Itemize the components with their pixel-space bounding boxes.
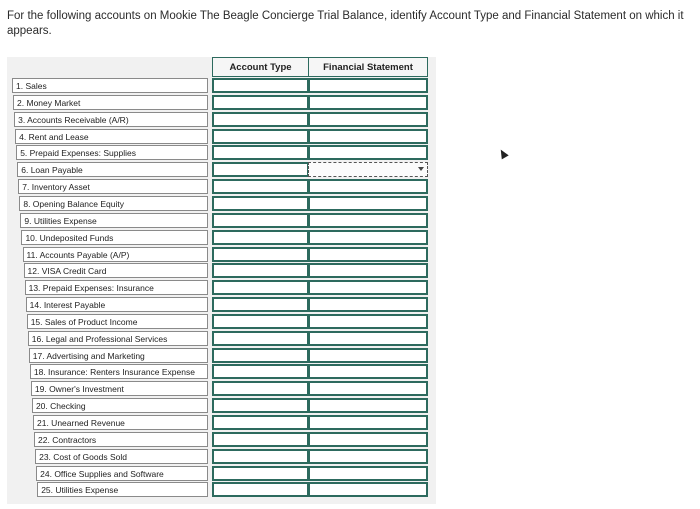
account-type-header: Account Type: [212, 57, 309, 77]
account-type-input[interactable]: [212, 145, 309, 160]
account-type-input[interactable]: [212, 129, 309, 144]
account-type-input[interactable]: [212, 466, 309, 481]
financial-statement-input[interactable]: [308, 230, 428, 245]
financial-statement-input[interactable]: [308, 297, 428, 312]
account-name-cell: 5. Prepaid Expenses: Supplies: [16, 145, 208, 160]
financial-statement-input[interactable]: [308, 196, 428, 211]
account-type-input[interactable]: [212, 112, 309, 127]
account-name-cell: 13. Prepaid Expenses: Insurance: [25, 280, 208, 295]
account-type-input[interactable]: [212, 331, 309, 346]
account-type-input[interactable]: [212, 196, 309, 211]
account-name-cell: 9. Utilities Expense: [20, 213, 208, 228]
financial-statement-input[interactable]: [308, 348, 428, 363]
account-name-cell: 21. Unearned Revenue: [33, 415, 208, 430]
account-name-cell: 7. Inventory Asset: [18, 179, 208, 194]
financial-statement-input[interactable]: [308, 432, 428, 447]
account-name-cell: 11. Accounts Payable (A/P): [23, 247, 209, 262]
financial-statement-input[interactable]: [308, 449, 428, 464]
account-name-cell: 20. Checking: [32, 398, 208, 413]
account-name-cell: 24. Office Supplies and Software: [36, 466, 208, 481]
financial-statement-input[interactable]: [308, 415, 428, 430]
financial-statement-input[interactable]: [308, 364, 428, 379]
account-name-cell: 18. Insurance: Renters Insurance Expense: [30, 364, 208, 379]
account-name-cell: 10. Undeposited Funds: [21, 230, 208, 245]
financial-statement-input[interactable]: [308, 213, 428, 228]
account-type-input[interactable]: [212, 297, 309, 312]
account-type-input[interactable]: [212, 230, 309, 245]
account-name-cell: 12. VISA Credit Card: [24, 263, 208, 278]
account-type-input[interactable]: [212, 179, 309, 194]
financial-statement-input[interactable]: [308, 331, 428, 346]
account-type-input[interactable]: [212, 280, 309, 295]
account-name-cell: 2. Money Market: [13, 95, 208, 110]
financial-statement-input[interactable]: [308, 466, 428, 481]
mouse-pointer-icon: [497, 148, 508, 160]
account-name-cell: 19. Owner's Investment: [31, 381, 208, 396]
financial-statement-input[interactable]: [308, 314, 428, 329]
account-name-cell: 22. Contractors: [34, 432, 208, 447]
account-type-input[interactable]: [212, 449, 309, 464]
account-type-input[interactable]: [212, 348, 309, 363]
account-name-cell: 8. Opening Balance Equity: [19, 196, 208, 211]
financial-statement-input[interactable]: [308, 482, 428, 497]
account-type-input[interactable]: [212, 314, 309, 329]
account-name-cell: 4. Rent and Lease: [15, 129, 208, 144]
account-type-input[interactable]: [212, 213, 309, 228]
account-name-cell: 16. Legal and Professional Services: [28, 331, 208, 346]
account-name-cell: 1. Sales: [12, 78, 208, 93]
financial-statement-input[interactable]: [308, 381, 428, 396]
financial-statement-input[interactable]: [308, 263, 428, 278]
financial-statement-input[interactable]: [308, 398, 428, 413]
account-type-input[interactable]: [212, 381, 309, 396]
account-name-cell: 15. Sales of Product Income: [27, 314, 208, 329]
account-type-input[interactable]: [212, 432, 309, 447]
account-type-input[interactable]: [212, 482, 309, 497]
account-type-input[interactable]: [212, 247, 309, 262]
account-type-input[interactable]: [212, 398, 309, 413]
financial-statement-input[interactable]: [308, 179, 428, 194]
account-type-input[interactable]: [212, 95, 309, 110]
account-name-cell: 3. Accounts Receivable (A/R): [14, 112, 208, 127]
account-name-cell: 17. Advertising and Marketing: [29, 348, 208, 363]
financial-statement-input[interactable]: [308, 95, 428, 110]
accounts-worksheet: [7, 57, 436, 504]
financial-statement-header: Financial Statement: [308, 57, 428, 77]
financial-statement-input[interactable]: [308, 247, 428, 262]
account-type-input[interactable]: [212, 364, 309, 379]
account-name-cell: 23. Cost of Goods Sold: [35, 449, 208, 464]
chevron-down-icon[interactable]: [418, 167, 424, 171]
account-type-input[interactable]: [212, 78, 309, 93]
account-name-cell: 6. Loan Payable: [17, 162, 208, 177]
instructions-text: For the following accounts on Mookie The Beagle Concierge Trial Balance, identify Account Type and Financial Statement on which it appears.: [7, 10, 684, 37]
financial-statement-input[interactable]: [308, 112, 428, 127]
financial-statement-input[interactable]: [308, 129, 428, 144]
account-type-input[interactable]: [212, 263, 309, 278]
financial-statement-input[interactable]: [308, 78, 428, 93]
account-name-cell: 14. Interest Payable: [26, 297, 208, 312]
financial-statement-dropdown[interactable]: [308, 162, 428, 177]
account-type-input[interactable]: [212, 162, 309, 177]
financial-statement-input[interactable]: [308, 280, 428, 295]
account-type-input[interactable]: [212, 415, 309, 430]
financial-statement-input[interactable]: [308, 145, 428, 160]
account-name-cell: 25. Utilities Expense: [37, 482, 208, 497]
